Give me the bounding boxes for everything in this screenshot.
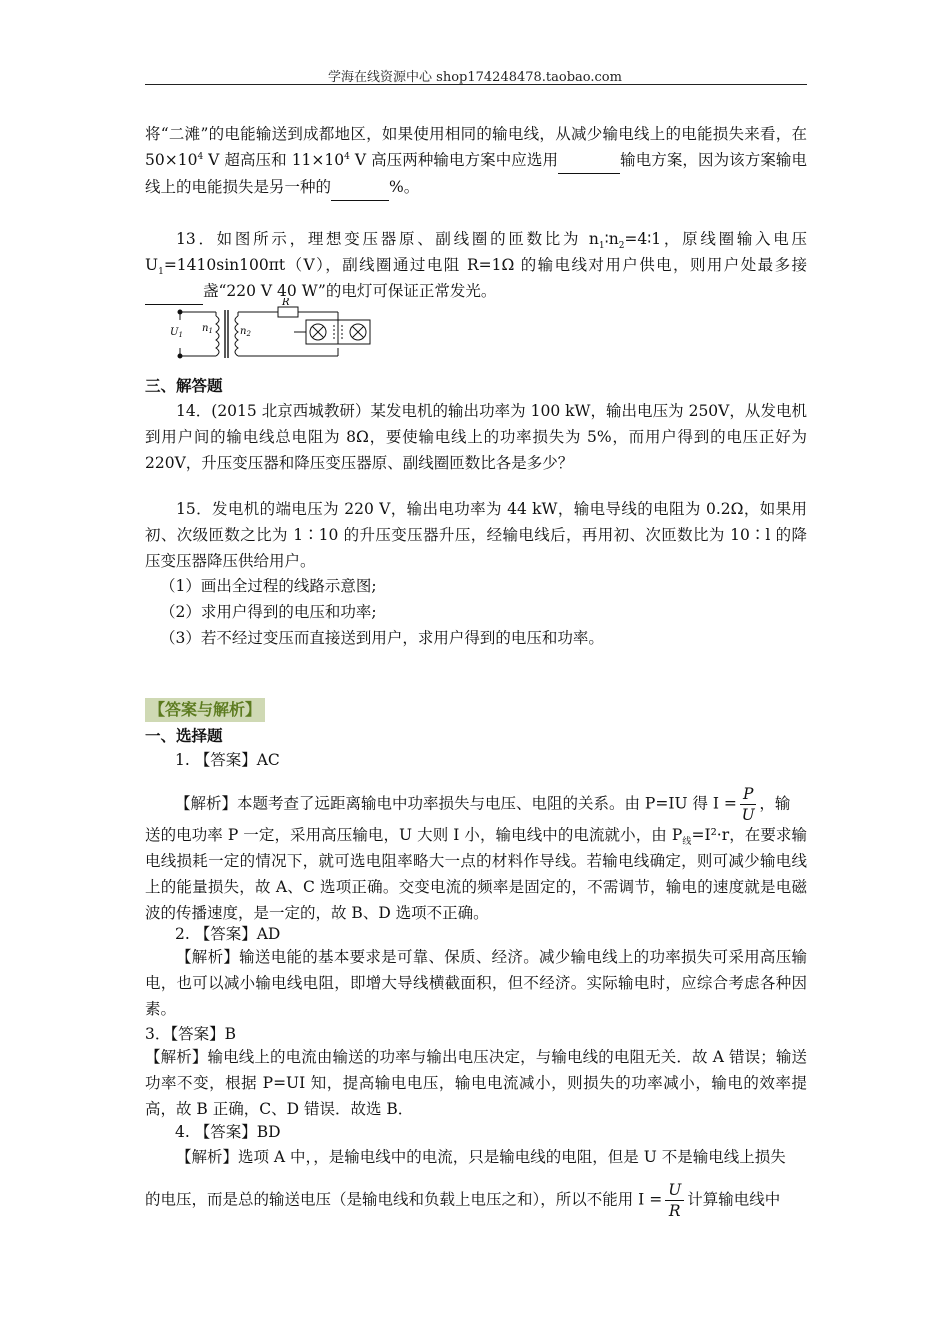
q13-sub-2: 2 <box>618 241 625 252</box>
q12-text-2: V 超高压和 11×10 <box>203 151 345 169</box>
q15-subquestion-1: （1）画出全过程的线路示意图; <box>160 577 377 595</box>
section-3-title: 三、解答题 <box>145 377 223 395</box>
answer-2-explanation: 【解析】输送电能的基本要求是可靠、保质、经济。减少输电线上的功率损失可采用高压输电，也可以减小输电线电阻，即增大导线横截面积，但不经济。实际输电时，应综合考虑各种因素。 <box>145 948 807 1018</box>
n1-label: $n_1$ <box>202 323 213 335</box>
r-label: R <box>282 298 290 308</box>
answer-2: 2. 【答案】AD <box>175 925 281 943</box>
answer-3-explanation: 【解析】输电线上的电流由输送的功率与输出电压决定，与输电线的电阻无关．故 A 错误；输送功率不变，根据 P=UI 知，提高输电电压，输电电流减小，则损失的功率减小，输电的效率提高，故 B 正确，C、D 错误．故选 B． <box>145 1048 807 1118</box>
a1-exp-sub: 线 <box>682 837 692 848</box>
transformer-circuit-figure <box>168 298 388 362</box>
a1-exp-text-3: 送的电功率 P 一定，采用高压输电，U 大则 I 小，输电线中的电流就小，由 P <box>145 826 683 844</box>
primary-coil <box>216 316 219 356</box>
a1-frac-den: U <box>741 806 755 824</box>
q15-subquestion-2: （2）求用户得到的电压和功率; <box>160 603 377 621</box>
answer-4-explanation-line2 <box>145 1180 780 1221</box>
q12-text-3: V 高压两种输电方案中应选用 <box>349 151 559 169</box>
a1-exp-text-2: ，输 <box>759 794 791 813</box>
q12-paragraph <box>145 121 807 201</box>
a4-exp-text-3: 计算输电线中 <box>687 1190 781 1209</box>
q13-text-5: 盏“220 V 40 W”的电灯可保证正常发光。 <box>203 282 497 300</box>
n2-label: $n_2$ <box>240 326 251 338</box>
a1-exp-text-1: 【解析】本题考查了远距离输电中功率损失与电压、电阻的关系。由 P=IU 得 I = <box>175 794 737 813</box>
a1-frac-num: P <box>740 784 756 805</box>
q12-exp-2: 4 <box>344 151 350 162</box>
answer-3: 3．【答案】B <box>145 1025 237 1043</box>
answer-4-explanation-line1: 【解析】选项 A 中，，是输电线中的电流，只是输电线的电阻，但是 U 不是输电线上损失 <box>176 1148 786 1166</box>
answer-1-explanation-rest <box>145 822 807 926</box>
q12-text-4: 输电方案，因为该方案输电线上的电能损失是另一种的 <box>145 151 807 196</box>
answer-1-explanation-line1 <box>175 784 790 825</box>
q12-text-1: 将“二滩”的电能输送到成都地区，如果使用相同的输电线，从减少输电线上的电能损失来看，在 50×10 <box>145 125 807 169</box>
answer-4: 4. 【答案】BD <box>175 1123 281 1141</box>
q13-text-2: ∶n <box>604 230 619 248</box>
q13-text-1: 13．如图所示，理想变压器原、副线圈的匝数比为 n <box>176 230 599 248</box>
resistor <box>278 307 298 317</box>
q13-sub-1: 1 <box>598 241 605 252</box>
q15-subquestion-3: （3）若不经过变压而直接送到用户，求用户得到的电压和功率。 <box>160 629 604 647</box>
q14-paragraph: 14．(2015 北京西城教研）某发电机的输出功率为 100 kW，输出电压为 250V，从发电机到用户间的输电线总电阻为 8Ω，要使输电线上的功率损失为 5%，而用户得到的电压正好为 220V，升压变压器和降压变压器原、副线圈匝数比各是多少？ <box>145 402 807 472</box>
q12-blank-2[interactable] <box>331 174 389 201</box>
header-rule <box>145 84 807 85</box>
q12-text-5: %。 <box>389 178 420 196</box>
u1-label: $U_1$ <box>170 327 183 339</box>
q13-paragraph <box>145 226 807 305</box>
q13-text-3: =4∶1，原线圈输入电压 U <box>145 230 808 274</box>
a4-frac-num: U <box>665 1180 684 1201</box>
a1-exp-text-4: =I²·r，在要求输电线损耗一定的情况下，就可选电阻率略大一点的材料作导线。若输电线确定，则可减少输电线上的能量损失，故 A、C 选项正确。交变电流的频率是固定的，不需调节，输电的速度就是电磁波的传播速度，是一定的，故 B、D 选项不正确。 <box>145 826 807 922</box>
answers-section-1: 一、选择题 <box>145 727 223 745</box>
a4-frac-den: R <box>668 1202 681 1220</box>
page-header: 学海在线资源中心 shop174248478.taobao.com <box>328 70 622 85</box>
a1-fraction <box>740 784 756 825</box>
q15-paragraph: 15．发电机的端电压为 220 V，输出电功率为 44 kW，输电导线的电阻为 0.2Ω，如果用初、次级匝数之比为 1∶10 的升压变压器升压，经输电线后，再用初、次匝数比为 10∶l 的降压变压器降压供给用户。 <box>145 500 807 570</box>
a4-exp-text-2: 的电压，而是总的输送电压（是输电线和负载上电压之和），所以不能用 I = <box>145 1190 663 1209</box>
q13-sub-3: 1 <box>158 267 164 278</box>
q12-exp-1: 4 <box>197 151 204 162</box>
a4-fraction <box>665 1180 684 1221</box>
answers-title: 【答案与解析】 <box>145 698 265 722</box>
answer-1: 1. 【答案】AC <box>175 751 280 769</box>
q12-blank-1[interactable] <box>558 147 620 174</box>
secondary-coil <box>235 316 238 356</box>
q13-text-4: =1410sin100πt（V），副线圈通过电阻 R=1Ω 的输电线对用户供电，则用户处最多接 <box>163 256 807 274</box>
